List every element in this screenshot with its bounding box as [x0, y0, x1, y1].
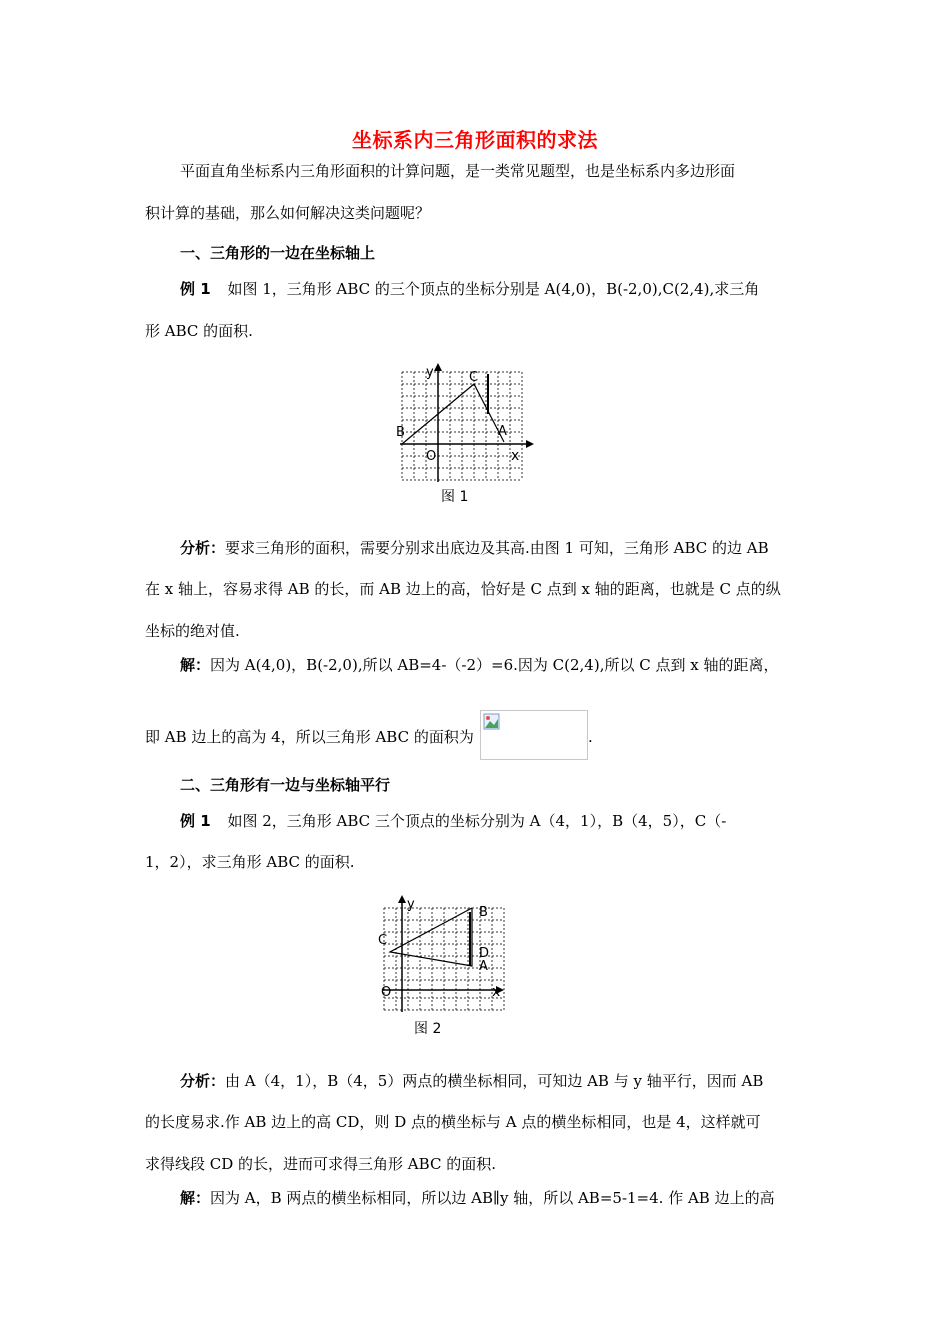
- analysis-text: 由 A（4，1），B（4，5）两点的横坐标相同，可知边 AB 与 y 轴平行，因而 AB: [225, 1072, 764, 1090]
- intro-line-1: 平面直角坐标系内三角形面积的计算问题，是一类常见题型，也是坐标系内多边形面: [180, 162, 736, 180]
- figure-1: [394, 362, 544, 491]
- figure-1-c-label: C: [469, 370, 479, 385]
- section2-analysis-line-3: 求得线段 CD 的长，进而可求得三角形 ABC 的面积.: [145, 1155, 496, 1173]
- section2-analysis-line-2: 的长度易求.作 AB 边上的高 CD，则 D 点的横坐标与 A 点的横坐标相同，也是 4，这样就可: [145, 1113, 761, 1131]
- figure-1-y-label: y: [426, 365, 434, 380]
- figure-1-caption: 图 1: [441, 489, 469, 505]
- figure-1-b-label: B: [396, 425, 405, 440]
- figure-2-b-label: B: [479, 905, 488, 920]
- solution-label: 解：: [180, 1189, 211, 1207]
- section1-heading: 一、三角形的一边在坐标轴上: [180, 244, 376, 262]
- figure-2-a-label: A: [479, 959, 488, 974]
- document-title: 坐标系内三角形面积的求法: [352, 128, 598, 152]
- section1-analysis-line-2: 在 x 轴上，容易求得 AB 的长，而 AB 边上的高，恰好是 C 点到 x 轴的距离，也就是 C 点的纵: [145, 580, 781, 598]
- solution-label: 解：: [180, 656, 211, 674]
- section2-heading: 二、三角形有一边与坐标轴平行: [180, 776, 391, 794]
- section1-solution-line-2: 即 AB 边上的高为 4，所以三角形 ABC 的面积为: [145, 728, 474, 746]
- example-label: 例 1: [180, 812, 211, 830]
- section2-analysis-line-1: [180, 1071, 763, 1091]
- section1-example-line-1: [180, 279, 759, 299]
- example-label: 例 1: [180, 280, 211, 298]
- figure-2-d-label: D: [479, 946, 490, 961]
- section2-solution-line-1: [180, 1188, 775, 1208]
- section1-example-line-2: 形 ABC 的面积.: [145, 322, 253, 340]
- intro-line-2: 积计算的基础，那么如何解决这类问题呢？: [145, 204, 431, 222]
- section2-example-line-1: [180, 811, 726, 831]
- analysis-label: 分析：: [180, 539, 226, 557]
- figure-2-origin-label: O: [381, 985, 392, 1000]
- example-text: 如图 2，三角形 ABC 三个顶点的坐标分别为 A（4，1），B（4，5），C（-: [227, 812, 727, 830]
- figure-2-c-label: C: [378, 933, 388, 948]
- figure-1-a-label: A: [498, 424, 507, 439]
- solution-text: 因为 A，B 两点的横坐标相同，所以边 AB∥y 轴，所以 AB=5-1=4. 作 AB 边上的高: [210, 1189, 775, 1207]
- section1-solution-line-1: [180, 655, 778, 675]
- figure-2-caption: 图 2: [414, 1021, 442, 1037]
- solution-end-period: .: [588, 728, 593, 746]
- broken-image-icon: [483, 713, 501, 731]
- example-text: 如图 1，三角形 ABC 的三个顶点的坐标分别是 A(4,0)，B(-2,0),C(2,4),求三角: [227, 280, 760, 298]
- analysis-text: 要求三角形的面积，需要分别求出底边及其高.由图 1 可知，三角形 ABC 的边 AB: [225, 539, 769, 557]
- figure-2-y-label: y: [407, 897, 415, 912]
- section1-analysis-line-3: 坐标的绝对值.: [145, 622, 240, 640]
- solution-text: 因为 A(4,0)，B(-2,0),所以 AB=4-（-2）=6.因为 C(2,4),所以 C 点到 x 轴的距离，: [210, 656, 779, 674]
- section2-example-line-2: 1，2），求三角形 ABC 的面积.: [145, 853, 355, 871]
- missing-formula-image: [480, 710, 588, 760]
- analysis-label: 分析：: [180, 1072, 226, 1090]
- figure-1-origin-label: O: [426, 449, 437, 464]
- figure-2: [376, 892, 516, 1021]
- figure-2-x-label: x: [492, 984, 501, 1000]
- figure-1-x-label: x: [511, 448, 520, 464]
- section1-analysis-line-1: [180, 538, 769, 558]
